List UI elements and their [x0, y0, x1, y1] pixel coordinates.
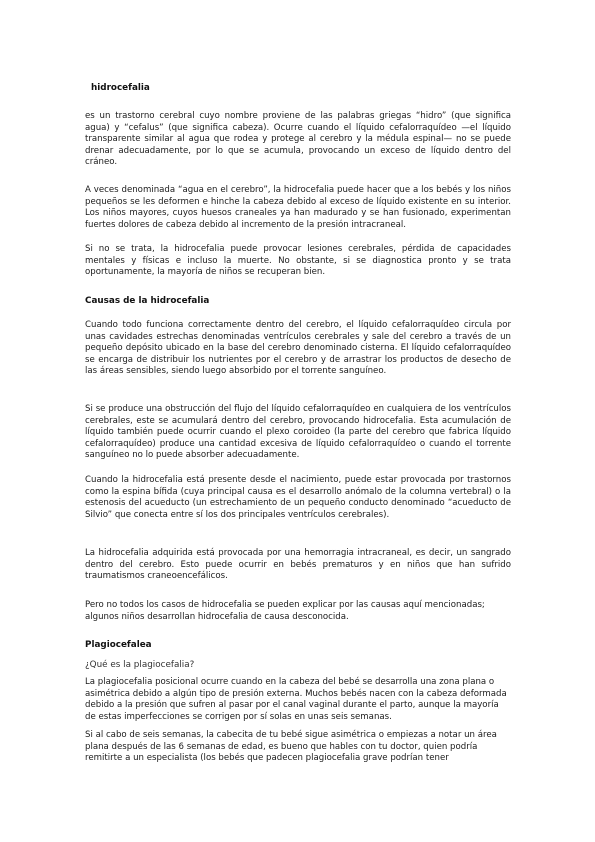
plagio-subheading: ¿Qué es la plagiocefalia?: [85, 660, 195, 670]
intro-paragraph-3: Si no se trata, la hidrocefalia puede provocar lesiones cerebrales, pérdida de capacidades mentales y físicas e incluso la muerte. No obstante, si se diagnostica pronto y se trata oportunamente, la mayoría de niños se recuperan bien.: [85, 244, 511, 278]
intro-paragraph-1: es un trastorno cerebral cuyo nombre proviene de las palabras griegas “hidro” (que significa agua) y “cefalus” (que significa cabeza). Ocurre cuando el líquido cefalorraquídeo —el líquido transparente similar al agua que rodea y protege al cerebro y la médula espinal— no se puede drenar adecuadamente, por lo que se acumula, provocando un exceso de líquido dentro del cráneo.: [85, 111, 511, 168]
document-title: hidrocefalia: [91, 83, 150, 93]
causes-paragraph-4: La hidrocefalia adquirida está provocada por una hemorragia intracraneal, es decir, un sangrado dentro del cerebro. Esto puede ocurrir en bebés prematuros y en niños que han sufrido traumatismos craneoencefálicos.: [85, 548, 511, 582]
causes-paragraph-2: Si se produce una obstrucción del flujo del líquido cefalorraquídeo en cualquiera de los ventrículos cerebrales, este se acumulará dentro del cerebro, provocando hidrocefalia. Esta acumulación de líquido también puede ocurrir cuando el plexo coroideo (la parte del cerebro que fabrica líquido cefalorraquídeo) produce una cantidad excesiva de líquido cefalorraquídeo o cuando el torrente sanguíneo no lo puede absorber adecuadamente.: [85, 404, 511, 461]
causes-paragraph-1: Cuando todo funciona correctamente dentro del cerebro, el líquido cefalorraquídeo circula por unas cavidades estrechas denominadas ventrículos cerebrales y sale del cerebro a través de un pequeño depósito ubicado en la base del cerebro denominado cisterna. El líquido cefalorraquídeo se encarga de distribuir los nutrientes por el cerebro y de arrastrar los productos de desecho de las áreas sensibles, siendo luego absorbido por el torrente sanguíneo.: [85, 320, 511, 377]
plagio-heading: Plagiocefalea: [85, 640, 152, 650]
causes-heading: Causas de la hidrocefalia: [85, 296, 210, 306]
causes-paragraph-3: Cuando la hidrocefalia está presente desde el nacimiento, puede estar provocada por trastornos como la espina bífida (cuya principal causa es el desarrollo anómalo de la columna vertebral) o la estenosis del acueducto (un estrechamiento de un pequeño conducto denominado “acueducto de Silvio” que conecta entre sí los dos principales ventrículos cerebrales).: [85, 475, 511, 520]
plagio-paragraph-2: Si al cabo de seis semanas, la cabecita de tu bebé sigue asimétrica o empiezas a notar un área plana después de las 6 semanas de edad, es bueno que hables con tu doctor, quien podría remitirte a un especialista (los bebés que padecen plagiocefalia grave podrían tener: [85, 730, 497, 764]
causes-paragraph-5: Pero no todos los casos de hidrocefalia se pueden explicar por las causas aquí mencionadas; algunos niños desarrollan hidrocefalia de causa desconocida.: [85, 600, 485, 622]
intro-paragraph-2: A veces denominada “agua en el cerebro”, la hidrocefalia puede hacer que a los bebés y los niños pequeños se les deformen e hinche la cabeza debido al exceso de líquido existente en su interior. Los niños mayores, cuyos huesos craneales ya han madurado y se han fusionado, experimentan fuertes dolores de cabeza debido al incremento de la presión intracraneal.: [85, 185, 511, 230]
plagio-paragraph-1: La plagiocefalia posicional ocurre cuando en la cabeza del bebé se desarrolla una zona plana o asimétrica debido a algún tipo de presión externa. Muchos bebés nacen con la cabeza deformada debido a la presión que sufren al pasar por el canal vaginal durante el parto, aunque la mayoría de estas imperfecciones se corrigen por sí solas en unas seis semanas.: [85, 677, 507, 722]
